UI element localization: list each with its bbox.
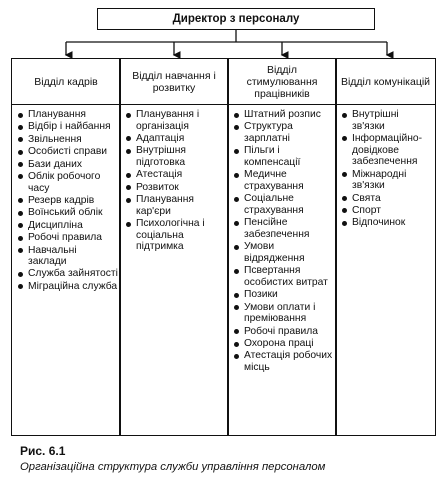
list-item: Резерв кадрів [17,195,118,207]
list-item: Міжнародні зв'язки [341,169,433,192]
list-item: Атестація [125,169,226,181]
list-item: Пільги і компенсації [233,145,334,168]
list-item: Атестація робочих місць [233,350,334,373]
department-motivation-title: Відділ стимулювання працівників [228,59,336,105]
list-item: Структура зарплатні [233,121,334,144]
list-item: Служба зайнятості [17,268,118,280]
list-item: Внутрішня підготовка [125,145,226,168]
list-item: Медичне страхування [233,169,334,192]
list-item: Охорона праці [233,338,334,350]
figure-caption: Організаційна структура служби управління персоналом [20,461,326,473]
director-label: Директор з персоналу [172,13,300,25]
list-item: Штатний розпис [233,109,334,121]
list-item: Розвиток [125,182,226,194]
department-training-list [120,105,228,253]
department-training-title: Відділ навчання і розвитку [120,59,228,105]
list-item: Планування і організація [125,109,226,132]
department-communications-title: Відділ комунікацій [336,59,435,105]
list-item: Соціальне страхування [233,193,334,216]
list-item: Міграційна служба [17,281,118,293]
list-item: Особисті справи [17,146,118,158]
list-item: Відбір і найбання [17,121,118,133]
list-item: Умови відрядження [233,241,334,264]
list-item: Облік робочого часу [17,171,118,194]
list-item: Внутрішні зв'язки [341,109,433,132]
list-item: Планування кар'єри [125,194,226,217]
list-item: Бази даних [17,159,118,171]
department-hr-list [12,105,120,292]
department-hr-title: Відділ кадрів [12,59,120,105]
department-training-column [119,58,229,436]
list-item: Робочі правила [17,232,118,244]
list-item: Дисципліна [17,220,118,232]
list-item: Адаптація [125,133,226,145]
figure-number: Рис. 6.1 [20,444,66,458]
list-item: Відпочинок [341,217,433,229]
list-item: Позики [233,289,334,301]
list-item: Звільнення [17,134,118,146]
department-communications-list [336,105,435,229]
list-item: Псвертання особистих витрат [233,265,334,288]
list-item: Воїнський облік [17,207,118,219]
list-item: Планування [17,109,118,121]
list-item: Свята [341,193,433,205]
department-motivation-column [227,58,337,436]
department-motivation-list [228,105,336,374]
list-item: Інформаційно-довідкове забезпечення [341,133,433,168]
list-item: Пенсійне забезпечення [233,217,334,240]
department-communications-column [335,58,436,436]
list-item: Спорт [341,205,433,217]
list-item: Навчальні заклади [17,245,118,268]
list-item: Умови оплати і преміювання [233,302,334,325]
list-item: Психологічна і соціальна підтримка [125,218,226,253]
department-hr-column [11,58,121,436]
list-item: Робочі правила [233,326,334,338]
